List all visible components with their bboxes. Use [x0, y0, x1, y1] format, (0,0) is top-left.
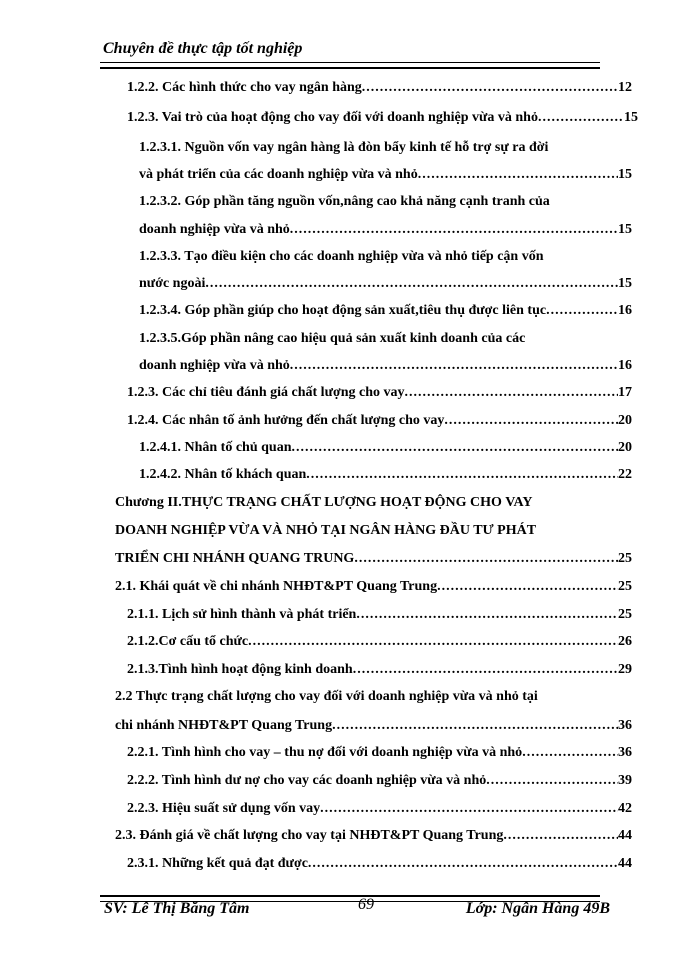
toc-entry: chi nhánh NHĐT&PT Quang Trung ..... 36 — [115, 716, 632, 736]
toc-entry: 2.1.3.Tình hình hoạt động kinh doanh ..... 29 — [127, 660, 632, 680]
toc-entry: 2.1.1. Lịch sử hình thành và phát triển ..... 25 — [127, 605, 632, 625]
toc-entry: 2.2.2. Tình hình dư nợ cho vay các doanh nghiệp vừa và nhỏ ..... 39 — [127, 771, 632, 791]
toc-entry: doanh nghiệp vừa và nhỏ ..... 15 — [139, 220, 632, 240]
toc-entry: 1.2.3. Các chỉ tiêu đánh giá chất lượng cho vay ..... 17 — [127, 383, 632, 403]
footer-student-name: SV: Lê Thị Băng Tâm — [104, 900, 250, 917]
toc-entry: doanh nghiệp vừa và nhỏ ..... 16 — [139, 356, 632, 376]
toc-entry: 1.2.3.3. Tạo điều kiện cho các doanh nghiệp vừa và nhỏ tiếp cận vốn — [139, 249, 544, 264]
toc-entry: 1.2.3.1. Nguồn vốn vay ngân hàng là đòn bẩy kinh tế hỗ trợ sự ra đời — [139, 140, 549, 155]
toc-entry: 2.1. Khái quát về chi nhánh NHĐT&PT Quang Trung ..... 25 — [115, 577, 632, 597]
footer-class-name: Lớp: Ngân Hàng 49B — [465, 900, 610, 917]
toc-entry: 2.1.2.Cơ cấu tổ chức ..... 26 — [127, 632, 632, 652]
toc-entry: 2.3.1. Những kết quả đạt được ..... 44 — [127, 854, 632, 874]
toc-entry: DOANH NGHIỆP VỪA VÀ NHỎ TẠI NGÂN HÀNG ĐẦU TƯ PHÁT — [115, 523, 537, 538]
toc-entry: nước ngoài ..... 15 — [139, 274, 632, 294]
toc-entry: Chương II.THỰC TRẠNG CHẤT LƯỢNG HOẠT ĐỘNG CHO VAY — [115, 495, 533, 510]
toc-entry: 2.3. Đánh giá về chất lượng cho vay tại NHĐT&PT Quang Trung ..... 44 — [115, 826, 632, 846]
toc-entry: 2.2.3. Hiệu suất sử dụng vốn vay ..... 42 — [127, 799, 632, 819]
toc-entry: 1.2.2. Các hình thức cho vay ngân hàng ..... 12 — [127, 78, 632, 98]
toc-entry: 1.2.3.2. Góp phần tăng nguồn vốn,nâng cao khả năng cạnh tranh của — [139, 194, 550, 209]
header-divider — [100, 62, 600, 69]
toc-entry: 1.2.3.4. Góp phần giúp cho hoạt động sản xuất,tiêu thụ được liên tục ..... 16 — [139, 301, 632, 321]
toc-entry: và phát triển của các doanh nghiệp vừa và nhỏ ..... 15 — [139, 165, 632, 185]
toc-entry: 1.2.3.5.Góp phần nâng cao hiệu quả sản xuất kinh doanh của các — [139, 331, 526, 346]
page-header-title: Chuyên đề thực tập tốt nghiệp — [103, 40, 303, 57]
toc-entry: 1.2.3. Vai trò của hoạt động cho vay đối với doanh nghiệp vừa và nhỏ ..... 15 — [127, 108, 638, 128]
toc-entry: TRIỂN CHI NHÁNH QUANG TRUNG ..... 25 — [115, 549, 632, 569]
toc-entry: 1.2.4.1. Nhân tố chủ quan ..... 20 — [139, 438, 632, 458]
toc-entry: 1.2.4.2. Nhân tố khách quan ..... 22 — [139, 465, 632, 485]
footer-page-number: 69 — [358, 896, 374, 913]
toc-entry: 1.2.4. Các nhân tố ảnh hưởng đến chất lượng cho vay ..... 20 — [127, 411, 632, 431]
toc-entry: 2.2.1. Tình hình cho vay – thu nợ đối với doanh nghiệp vừa và nhỏ ..... 36 — [127, 743, 632, 763]
toc-entry: 2.2 Thực trạng chất lượng cho vay đối với doanh nghiệp vừa và nhỏ tại — [115, 689, 538, 704]
